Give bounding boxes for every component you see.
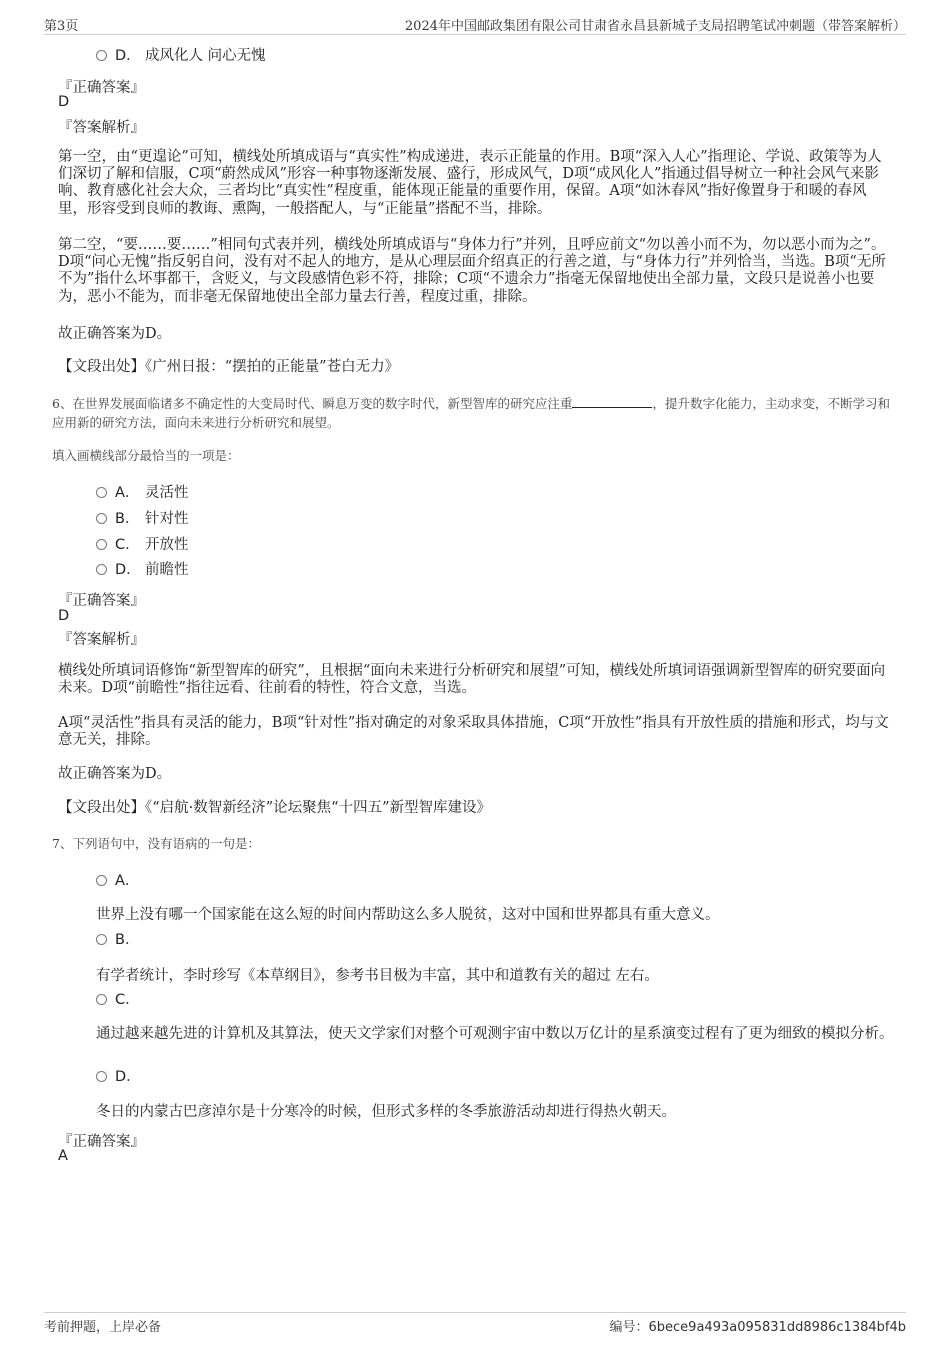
footer-slogan: 考前押题，上岸必备 (44, 1320, 162, 1335)
q5-source: 【文段出处】《广州日报：“摆拍的正能量”苍白无力》 (58, 359, 400, 375)
q6-conclusion: 故正确答案为D。 (58, 766, 172, 782)
radio-icon[interactable] (96, 539, 107, 550)
q5-analysis-tag: 『答案解析』 (58, 120, 145, 136)
q5-analysis-paragraph-1: 第一空，由“更遑论”可知，横线处所填成语与“真实性”构成递进，表示正能量的作用。B项“深入人心”指理论、学说、政策等为人们深切了解和信服，C项“蔚然成风”形容一种事物逐渐发展、盛行，形成风气，D项“成风化人”指通过倡导树立一种社会风气来影响、教育感化社会大众，三者均比“真实性”程度重，能体现正能量的重要作用，保留。A项“如沐春风”指好像置身于和暖的春风里，形容受到良师的教诲、熏陶，一般搭配人，与“正能量”搭配不当，排除。 (58, 149, 882, 217)
page-header (44, 12, 906, 35)
q5-answer-tag: 『正确答案』 (58, 80, 145, 96)
q6-source: 【文段出处】《“启航·数智新经济”论坛聚焦“十四五”新型智库建设》 (58, 800, 492, 816)
q7-option-b[interactable]: B． (96, 931, 145, 949)
radio-icon[interactable] (96, 1071, 107, 1082)
q5-conclusion: 故正确答案为D。 (58, 326, 172, 342)
radio-icon[interactable] (96, 50, 107, 61)
q6-answer-tag: 『正确答案』 (58, 593, 145, 609)
radio-icon[interactable] (96, 934, 107, 945)
radio-icon[interactable] (96, 513, 107, 524)
q7-option-c-text: 通过越来越先进的计算机及其算法，使天文学家们对整个可观测宇宙中数以万亿计的星系演变过程有了更为细致的模拟分析。 (96, 1026, 894, 1042)
q6-prompt: 填入画横线部分最恰当的一项是： (52, 448, 240, 463)
q6-analysis-tag: 『答案解析』 (58, 632, 145, 648)
q6-analysis-paragraph-2: A项“灵活性”指具有灵活的能力，B项“针对性”指对确定的对象采取具体措施，C项“开放性”指具有开放性质的措施和形式，均与文意无关，排除。 (58, 715, 889, 749)
radio-icon[interactable] (96, 564, 107, 575)
q6-option-b[interactable]: B． 针对性 (96, 510, 189, 528)
document-code: 编号：6bece9a493a095831dd8986c1384bf4b (609, 1320, 906, 1335)
q7-option-b-text: 有学者统计，李时珍写《本草纲目》，参考书目极为丰富，其中和道教有关的超过 左右。 (96, 968, 659, 984)
q5-answer: D (58, 94, 70, 110)
fill-blank (572, 395, 652, 408)
q7-answer-tag: 『正确答案』 (58, 1134, 145, 1150)
page-footer (44, 1312, 906, 1335)
document-title: 2024年中国邮政集团有限公司甘肃省永昌县新城子支局招聘笔试冲刺题（带答案解析） (404, 19, 906, 34)
q7-option-d-text: 冬日的内蒙古巴彦淖尔是十分寒冷的时候，但形式多样的冬季旅游活动却进行得热火朝天。 (96, 1104, 676, 1120)
page-number: 第3页 (44, 19, 79, 34)
q7-answer: A (58, 1148, 68, 1164)
q6-option-c[interactable]: C． 开放性 (96, 536, 189, 554)
q7-stem: 7、下列语句中，没有语病的一句是： (52, 836, 260, 851)
q6-option-a[interactable]: A． 灵活性 (96, 484, 189, 502)
q6-option-d[interactable]: D． 前瞻性 (96, 561, 189, 579)
q5-option-d[interactable]: D． 成风化人 问心无愧 (96, 47, 266, 65)
q6-analysis-paragraph-1: 横线处所填词语修饰“新型智库的研究”，且根据“面向未来进行分析研究和展望”可知，横线处所填词语强调新型智库的研究要面向未来。D项“前瞻性”指往远看、往前看的特性，符合文意，当选。 (58, 663, 886, 697)
q6-answer: D (58, 608, 70, 624)
q7-option-a[interactable]: A． (96, 872, 145, 890)
radio-icon[interactable] (96, 875, 107, 886)
q7-option-d[interactable]: D． (96, 1068, 145, 1086)
q6-stem: 6、在世界发展面临诸多不确定性的大变局时代、瞬息万变的数字时代，新型智库的研究应注重 ，提升数字化能力，主动求变，不断学习和应用新的研究方法，面向未来进行分析研究和展望。 (52, 396, 890, 430)
q7-option-c[interactable]: C． (96, 991, 145, 1009)
q5-analysis-paragraph-2: 第二空，“要……要……”相同句式表并列，横线处所填成语与“身体力行”并列，且呼应前文“勿以善小而不为，勿以恶小而为之”。D项“问心无愧”指反躬自问，没有对不起人的地方，是从心理层面介绍真正的行善之道，与“身体力行”并列恰当，当选。B项“无所不为”指什么坏事都干，含贬义，与文段感情色彩不符，排除；C项“不遗余力”指毫无保留地使出全部力量，文段只是说善小也要为，恶小不能为，而非毫无保留地使出全部力量去行善，程度过重，排除。 (58, 237, 886, 305)
radio-icon[interactable] (96, 487, 107, 498)
radio-icon[interactable] (96, 994, 107, 1005)
q7-option-a-text: 世界上没有哪一个国家能在这么短的时间内帮助这么多人脱贫，这对中国和世界都具有重大意义。 (96, 907, 720, 923)
